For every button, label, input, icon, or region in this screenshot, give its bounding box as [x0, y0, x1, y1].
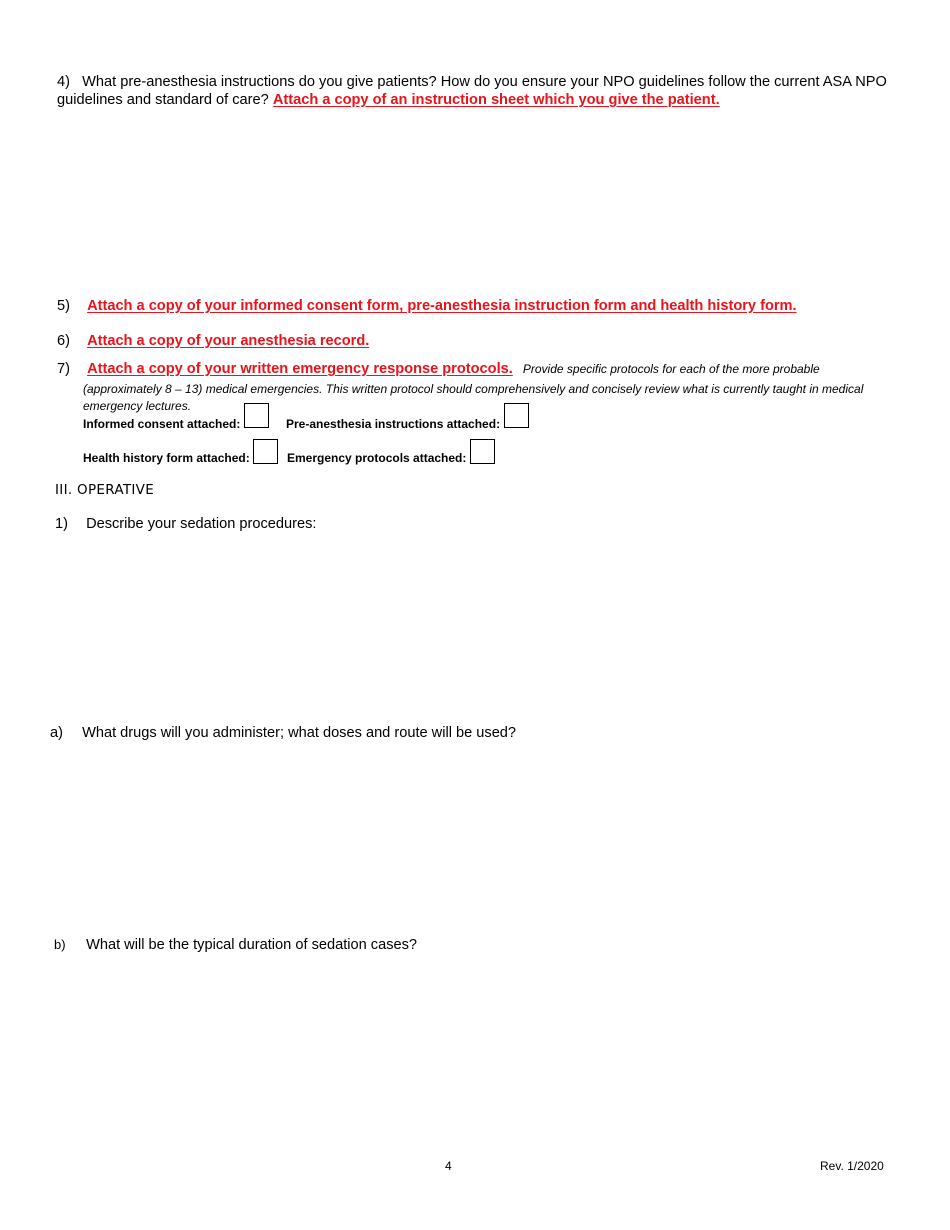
question-4-line1 [57, 73, 917, 91]
pre-anesthesia-checkbox[interactable] [504, 403, 529, 428]
attach-instruction: Attach a copy of your informed consent form, pre-anesthesia instruction form and health history form. [87, 298, 797, 314]
health-history-label: Health history form attached: [83, 451, 250, 465]
protocol-note-line2: (approximately 8 – 13) medical emergencies. This written protocol should comprehensively and concisely review what is currently taught in medical [83, 382, 864, 396]
question-number: 7) [57, 361, 70, 377]
question-letter: b) [54, 937, 66, 952]
question-5 [57, 297, 797, 315]
operative-question-b [54, 936, 417, 954]
health-history-checkbox[interactable] [253, 439, 278, 464]
question-text: What drugs will you administer; what doses and route will be used? [82, 725, 517, 741]
emergency-protocols-label: Emergency protocols attached: [287, 451, 467, 465]
page-number: 4 [445, 1159, 452, 1173]
operative-question-a [50, 724, 516, 742]
section-heading: III. OPERATIVE [55, 482, 155, 498]
question-text: Describe your sedation procedures: [86, 516, 317, 532]
question-7 [57, 360, 820, 378]
question-text-cont: guidelines and standard of care? [57, 92, 269, 108]
revision-date: Rev. 1/2020 [820, 1159, 884, 1173]
attach-instruction: Attach a copy of an instruction sheet which you give the patient. [272, 92, 720, 108]
question-4 [57, 73, 917, 109]
question-text: What will be the typical duration of sedation cases? [86, 937, 418, 953]
informed-consent-checkbox[interactable] [244, 403, 269, 428]
informed-consent-label: Informed consent attached: [83, 417, 241, 431]
question-text: What pre-anesthesia instructions do you give patients? How do you ensure your NPO guidelines follow the current ASA NPO [82, 74, 887, 90]
pre-anesthesia-label: Pre-anesthesia instructions attached: [286, 417, 501, 431]
protocol-note: Provide specific protocols for each of the more probable [522, 362, 820, 376]
attach-instruction: Attach a copy of your written emergency response protocols. [87, 361, 513, 377]
protocol-note-line3: emergency lectures. [83, 399, 192, 413]
question-number: 5) [57, 298, 70, 314]
attach-instruction: Attach a copy of your anesthesia record. [87, 333, 370, 349]
question-number: 4) [57, 74, 70, 90]
question-number: 6) [57, 333, 70, 349]
question-6 [57, 332, 369, 350]
question-4-line2 [57, 91, 917, 109]
emergency-protocols-checkbox[interactable] [470, 439, 495, 464]
question-letter: a) [50, 725, 63, 741]
question-number: 1) [55, 516, 68, 532]
operative-question-1 [55, 515, 316, 533]
